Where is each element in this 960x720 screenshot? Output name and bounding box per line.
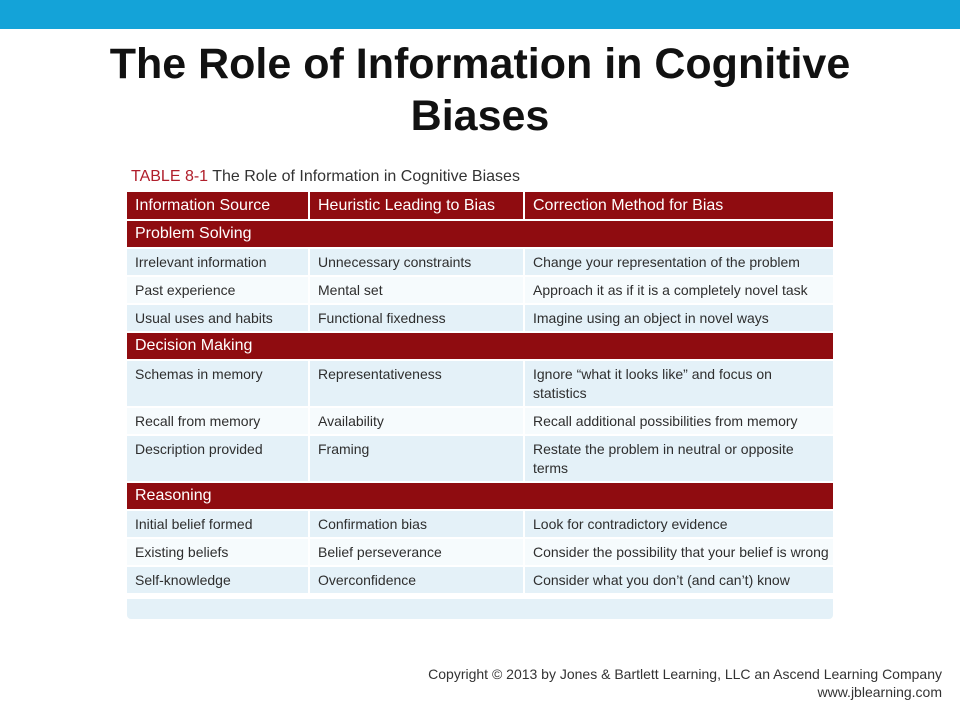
table-row <box>127 510 833 538</box>
table-row <box>127 407 833 435</box>
cell-information-source: Description provided <box>127 435 309 482</box>
table-row <box>127 276 833 304</box>
cell-heuristic: Belief perseverance <box>309 538 524 566</box>
cell-correction-method: Consider the possibility that your belief is wrong <box>524 538 833 566</box>
cell-heuristic: Functional fixedness <box>309 304 524 332</box>
cell-information-source: Schemas in memory <box>127 360 309 407</box>
slide-title: The Role of Information in Cognitive Biases <box>109 40 851 140</box>
cell-information-source: Initial belief formed <box>127 510 309 538</box>
website-text: www.jblearning.com <box>817 684 942 700</box>
cell-correction-method: Recall additional possibilities from memory <box>524 407 833 435</box>
table-header-row <box>127 192 833 220</box>
table-caption-label: TABLE 8-1 <box>131 168 209 185</box>
cell-information-source: Self-knowledge <box>127 566 309 593</box>
bias-table-figure <box>127 160 833 616</box>
table-row <box>127 360 833 407</box>
cell-correction-method: Look for contradictory evidence <box>524 510 833 538</box>
cell-heuristic: Representativeness <box>309 360 524 407</box>
cell-heuristic: Availability <box>309 407 524 435</box>
cell-information-source: Recall from memory <box>127 407 309 435</box>
cell-correction-method: Consider what you don’t (and can’t) know <box>524 566 833 593</box>
copyright-notice <box>342 665 942 701</box>
table-body <box>127 192 833 593</box>
section-title: Reasoning <box>127 482 833 510</box>
cell-information-source: Usual uses and habits <box>127 304 309 332</box>
table-row <box>127 304 833 332</box>
cell-heuristic: Overconfidence <box>309 566 524 593</box>
copyright-text: Copyright © 2013 by Jones & Bartlett Learning, LLC an Ascend Learning Company <box>428 666 942 682</box>
cell-heuristic: Confirmation bias <box>309 510 524 538</box>
header-heuristic: Heuristic Leading to Bias <box>309 192 524 220</box>
cell-correction-method: Imagine using an object in novel ways <box>524 304 833 332</box>
table-row <box>127 248 833 276</box>
top-accent-bar <box>0 0 960 29</box>
section-row <box>127 332 833 360</box>
cell-correction-method: Restate the problem in neutral or opposite terms <box>524 435 833 482</box>
cell-heuristic: Mental set <box>309 276 524 304</box>
bias-table <box>127 192 833 593</box>
cell-correction-method: Approach it as if it is a completely novel task <box>524 276 833 304</box>
cell-heuristic: Unnecessary constraints <box>309 248 524 276</box>
table-caption-text: The Role of Information in Cognitive Biases <box>212 168 520 185</box>
header-information-source: Information Source <box>127 192 309 220</box>
table-row <box>127 566 833 593</box>
table-row <box>127 538 833 566</box>
cell-correction-method: Change your representation of the problem <box>524 248 833 276</box>
cell-correction-method: Ignore “what it looks like” and focus on statistics <box>524 360 833 407</box>
cell-information-source: Past experience <box>127 276 309 304</box>
cell-information-source: Existing beliefs <box>127 538 309 566</box>
section-row <box>127 220 833 248</box>
table-caption <box>127 160 833 192</box>
header-correction-method: Correction Method for Bias <box>524 192 833 220</box>
table-footer-strip <box>127 599 833 619</box>
section-row <box>127 482 833 510</box>
section-title: Problem Solving <box>127 220 833 248</box>
section-title: Decision Making <box>127 332 833 360</box>
cell-information-source: Irrelevant information <box>127 248 309 276</box>
cell-heuristic: Framing <box>309 435 524 482</box>
table-row <box>127 435 833 482</box>
